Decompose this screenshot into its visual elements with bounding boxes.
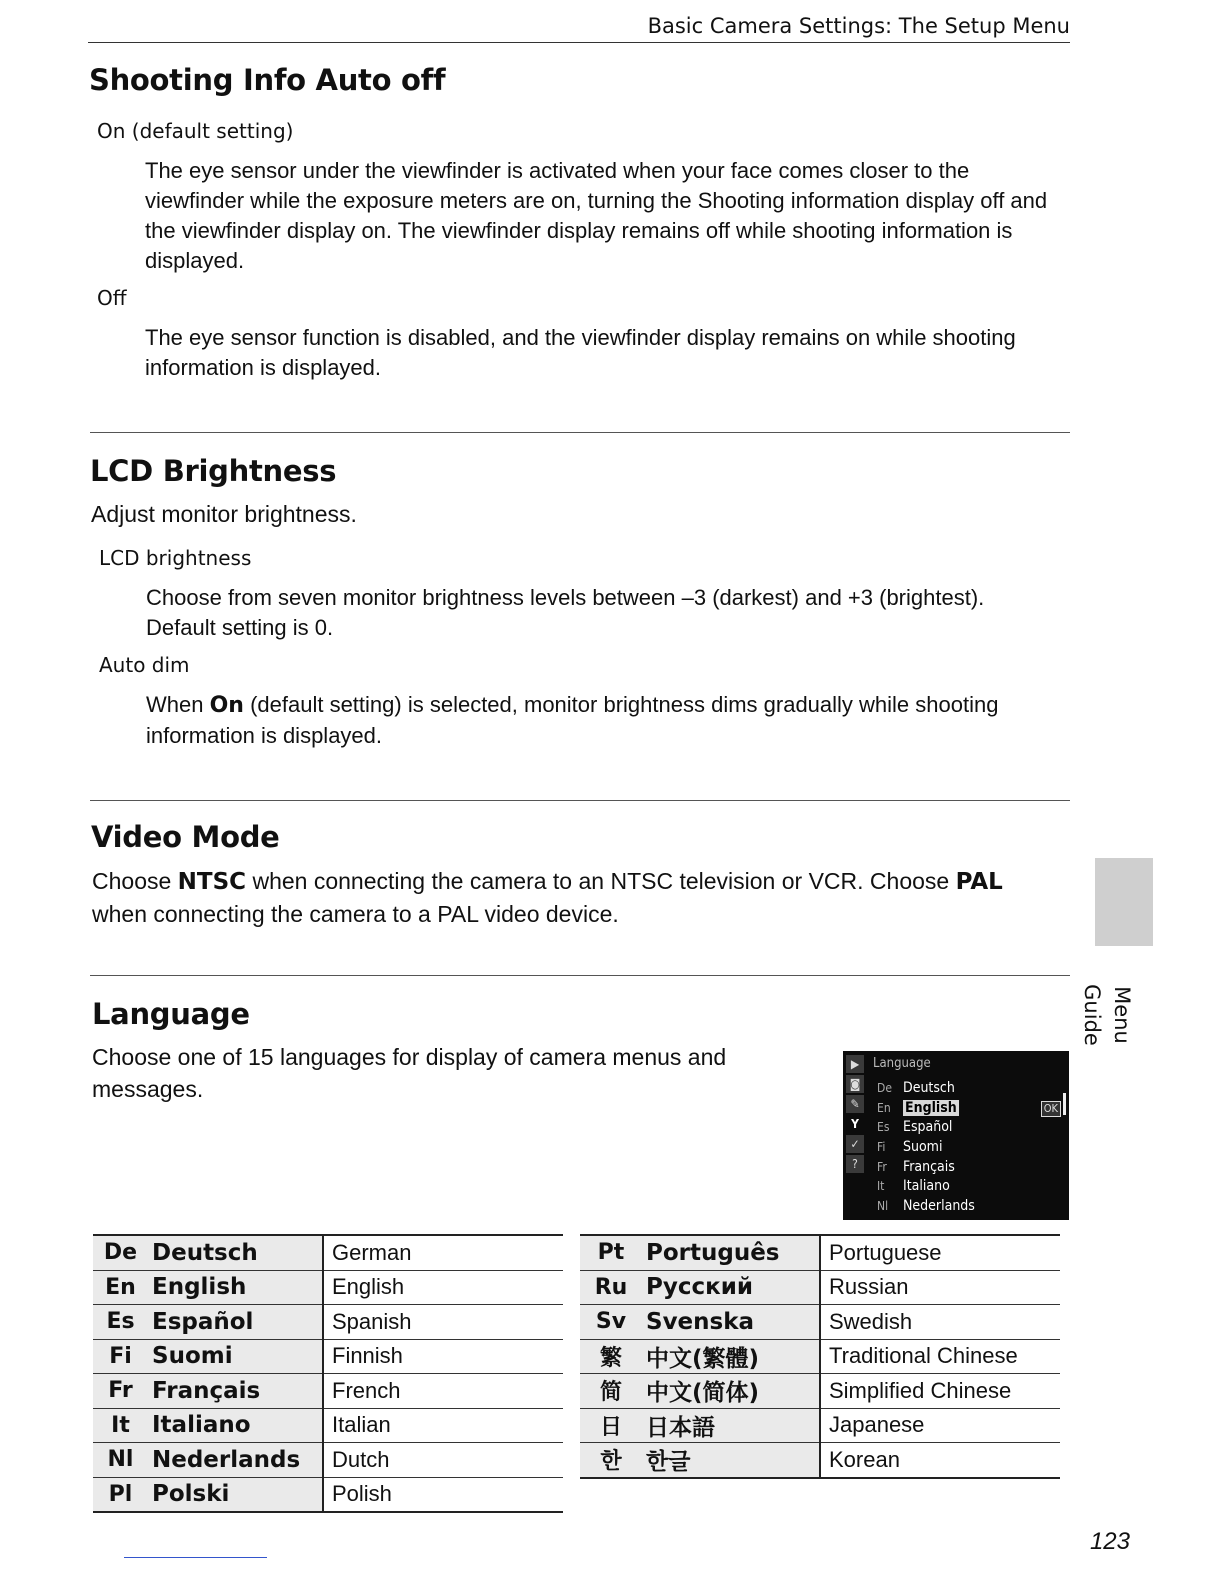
table-row [93, 1477, 563, 1512]
desc-lcd-brightness: Choose from seven monitor brightness levels between –3 (darkest) and +3 (brightest). Default setting is 0. [146, 585, 985, 640]
language-native-name: Suomi [148, 1339, 323, 1374]
term-off: Off [97, 286, 127, 310]
table-row [93, 1235, 563, 1270]
running-title: Basic Camera Settings: The Setup Menu [647, 14, 1070, 38]
table-row [93, 1305, 563, 1340]
camera-language-item [877, 1158, 1065, 1178]
camera-language-code: De [877, 1081, 892, 1095]
help-icon: ? [846, 1155, 864, 1173]
camera-language-name: Suomi [903, 1139, 943, 1156]
camera-language-name: Nederlands [903, 1198, 975, 1215]
section-title-language: Language [92, 997, 250, 1031]
language-code: Ru [580, 1270, 642, 1305]
table-row [93, 1408, 563, 1443]
language-code: 简 [580, 1374, 642, 1409]
table-row [580, 1339, 1060, 1374]
language-native-name: English [148, 1270, 323, 1305]
divider [90, 800, 1070, 801]
language-english-name: Italian [323, 1408, 563, 1443]
ok-badge: OK [1041, 1101, 1061, 1117]
bold-pal: PAL [955, 869, 1003, 895]
language-native-name: 한글 [642, 1443, 820, 1478]
camera-language-name: English [905, 1099, 957, 1116]
camera-language-name: Français [903, 1158, 955, 1175]
language-english-name: Korean [820, 1443, 1060, 1478]
camera-language-code: Es [877, 1120, 890, 1135]
language-code: Nl [93, 1443, 148, 1478]
language-english-name: Finnish [323, 1339, 563, 1374]
camera-scroll-indicator [1063, 1093, 1066, 1115]
language-code: It [93, 1408, 148, 1443]
divider [90, 975, 1070, 976]
camera-language-code: Nl [877, 1199, 889, 1214]
table-row [93, 1270, 563, 1305]
section-title-lcd: LCD Brightness [90, 454, 337, 488]
shooting-menu-icon: ◙ [846, 1075, 864, 1093]
language-code: Pt [580, 1235, 642, 1270]
camera-language-code: It [877, 1179, 885, 1194]
language-native-name: 中文(繁體) [642, 1339, 820, 1374]
language-table-right [580, 1234, 1060, 1479]
camera-language-code: Fr [877, 1159, 887, 1174]
language-native-name: Português [642, 1235, 820, 1270]
section-title-shooting-info: Shooting Info Auto off [89, 63, 446, 97]
camera-language-name: Español [903, 1119, 953, 1136]
language-code: En [93, 1270, 148, 1305]
language-english-name: English [323, 1270, 563, 1305]
divider [90, 432, 1070, 433]
language-native-name: Svenska [642, 1305, 820, 1340]
language-native-name: 中文(简体) [642, 1374, 820, 1409]
language-lead: Choose one of 15 languages for display of camera menus and messages. [92, 1044, 727, 1102]
table-row [580, 1374, 1060, 1409]
language-code: Fr [93, 1374, 148, 1409]
video-lead: Choose NTSC when connecting the camera to an NTSC television or VCR. Choose PAL when connecting the camera to a PAL video device. [92, 868, 1003, 927]
camera-language-screen [843, 1051, 1069, 1220]
section-title-video: Video Mode [91, 820, 280, 854]
camera-language-code: Fi [877, 1140, 886, 1155]
language-native-name: 日本語 [642, 1408, 820, 1443]
language-native-name: Italiano [148, 1408, 323, 1443]
term-auto-dim: Auto dim [99, 653, 190, 677]
language-code: 한 [580, 1443, 642, 1478]
language-code: 日 [580, 1408, 642, 1443]
table-row [93, 1443, 563, 1478]
playback-menu-icon: ▶ [846, 1055, 864, 1073]
language-english-name: Spanish [323, 1305, 563, 1340]
desc-auto-dim: When On (default setting) is selected, monitor brightness dims gradually while shooting information is displayed. [146, 692, 999, 748]
language-code: Sv [580, 1305, 642, 1340]
bold-ntsc: NTSC [177, 869, 247, 895]
camera-language-item [877, 1099, 1065, 1119]
language-english-name: German [323, 1235, 563, 1270]
language-native-name: Nederlands [148, 1443, 323, 1478]
language-english-name: Swedish [820, 1305, 1060, 1340]
language-native-name: Español [148, 1305, 323, 1340]
camera-language-item [877, 1177, 1065, 1197]
language-english-name: French [323, 1374, 563, 1409]
camera-language-item [877, 1079, 1065, 1099]
table-row [93, 1374, 563, 1409]
table-row [580, 1235, 1060, 1270]
setup-menu-icon: Y [846, 1115, 864, 1133]
side-label: Menu Guide [1080, 984, 1134, 1046]
term-lcd-brightness: LCD brightness [99, 546, 252, 570]
language-english-name: Japanese [820, 1408, 1060, 1443]
language-table-left [93, 1234, 563, 1513]
language-english-name: Polish [323, 1477, 563, 1512]
bold-on: On [209, 693, 244, 718]
language-english-name: Simplified Chinese [820, 1374, 1060, 1409]
table-row [580, 1305, 1060, 1340]
camera-language-list [877, 1079, 1065, 1217]
table-row [580, 1408, 1060, 1443]
lcd-lead: Adjust monitor brightness. [91, 501, 357, 527]
term-on: On (default setting) [97, 119, 294, 143]
custom-settings-icon: ✎ [846, 1095, 864, 1113]
camera-language-name: Italiano [903, 1178, 950, 1195]
table-row [580, 1270, 1060, 1305]
language-code: Fi [93, 1339, 148, 1374]
camera-language-name: Deutsch [903, 1080, 955, 1096]
language-english-name: Russian [820, 1270, 1060, 1305]
table-row [580, 1443, 1060, 1478]
footer-rule [124, 1557, 267, 1558]
camera-language-item [877, 1138, 1065, 1158]
page-number: 123 [1089, 1528, 1130, 1555]
language-code: De [93, 1235, 148, 1270]
language-code: 繁 [580, 1339, 642, 1374]
camera-screen-title: Language [873, 1056, 931, 1071]
camera-language-item [877, 1197, 1065, 1217]
camera-language-code: En [877, 1100, 891, 1115]
language-english-name: Portuguese [820, 1235, 1060, 1270]
language-native-name: Deutsch [148, 1235, 323, 1270]
retouch-menu-icon: ✓ [846, 1135, 864, 1153]
language-native-name: Français [148, 1374, 323, 1409]
language-code: Pl [93, 1477, 148, 1512]
language-english-name: Dutch [323, 1443, 563, 1478]
language-native-name: Polski [148, 1477, 323, 1512]
side-tab [1095, 858, 1153, 946]
desc-on: The eye sensor under the viewfinder is activated when your face comes closer to the viewfinder while the exposure meters are on, turning the Shooting information display off and the viewfinder display on. The viewfinder display remains off while shooting information is displayed. [145, 158, 1048, 273]
desc-off: The eye sensor function is disabled, and the viewfinder display remains on while shooting information is displayed. [145, 325, 1016, 380]
language-english-name: Traditional Chinese [820, 1339, 1060, 1374]
camera-menu-icons [846, 1055, 868, 1175]
language-code: Es [93, 1305, 148, 1340]
table-row [93, 1339, 563, 1374]
language-native-name: Русский [642, 1270, 820, 1305]
camera-language-item [877, 1118, 1065, 1138]
running-header [88, 12, 1070, 43]
